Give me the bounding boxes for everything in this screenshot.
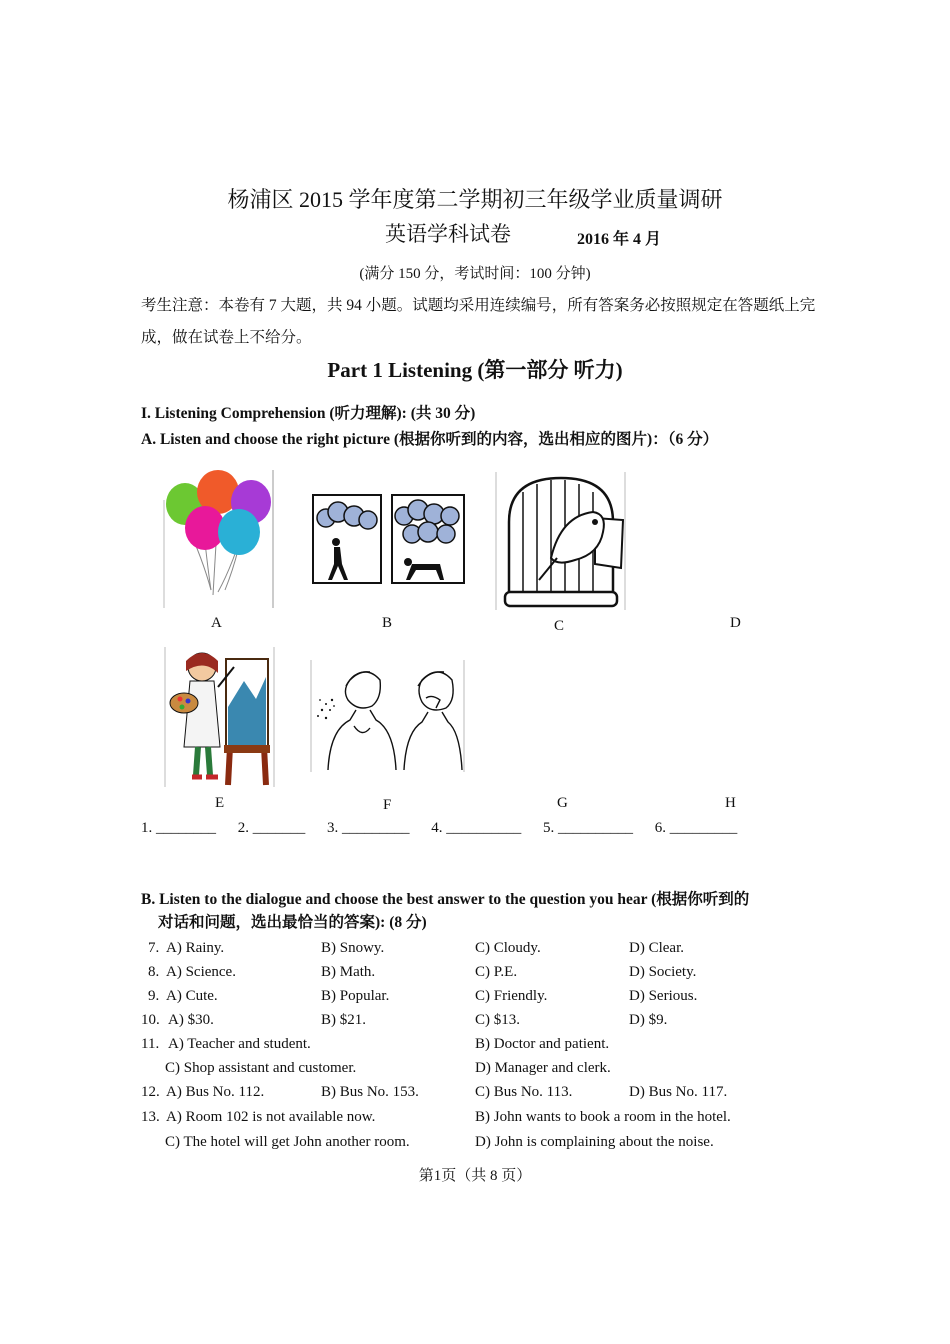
blank-3[interactable]: 3. _________: [327, 820, 410, 836]
score-time: (满分 150 分，考试时间：100 分钟): [359, 266, 591, 282]
q12-option-a: A) Bus No. 112.: [166, 1084, 265, 1100]
q10-option-c: C) $13.: [475, 1012, 520, 1028]
q8-option-c: C) P.E.: [475, 964, 518, 980]
q10-num: 10.: [141, 1012, 160, 1028]
blank-4[interactable]: 4. __________: [431, 820, 522, 836]
section-a-heading: A. Listen and choose the right picture (根据你听到的内容，选出相应的图片)：（6 分）: [141, 431, 719, 448]
blank-5[interactable]: 5. __________: [543, 820, 633, 836]
q9-option-a: A) Cute.: [166, 988, 218, 1004]
q13-option-b: B) John wants to book a room in the hotel.: [475, 1109, 731, 1125]
part-heading: Part 1 Listening (第一部分 听力): [327, 358, 623, 382]
blank-2[interactable]: 2. _______: [237, 820, 306, 836]
picture-letter-f: F: [383, 797, 392, 813]
section-b-line2: 对话和问题，选出最恰当的答案): (8 分): [158, 914, 427, 931]
q12-option-d: D) Bus No. 117.: [629, 1084, 728, 1100]
q11-num: 11.: [141, 1036, 160, 1052]
picture-letter-e: E: [215, 795, 225, 811]
q12-option-c: C) Bus No. 113.: [475, 1084, 573, 1100]
painter-picture: [164, 647, 276, 787]
q13-option-a: A) Room 102 is not available now.: [166, 1109, 376, 1125]
q12-option-b: B) Bus No. 153.: [321, 1084, 419, 1100]
q8-option-d: D) Society.: [629, 964, 697, 980]
picture-letter-h: H: [725, 795, 736, 811]
q8-option-b: B) Math.: [321, 964, 376, 980]
q11-option-a: A) Teacher and student.: [168, 1036, 311, 1052]
windy-weather-picture: [312, 494, 466, 586]
q8-num: 8.: [148, 964, 160, 980]
q13-num: 13.: [141, 1109, 160, 1125]
q13-option-d: D) John is complaining about the noise.: [475, 1134, 714, 1150]
q10-option-b: B) $21.: [321, 1012, 366, 1028]
balloons-picture: [163, 470, 275, 608]
q9-option-d: D) Serious.: [629, 988, 698, 1004]
picture-letter-c: C: [554, 618, 565, 634]
q11-option-b: B) Doctor and patient.: [475, 1036, 610, 1052]
q11-option-d: D) Manager and clerk.: [475, 1060, 611, 1076]
q9-num: 9.: [148, 988, 160, 1004]
q7-option-d: D) Clear.: [629, 940, 684, 956]
exam-title: 杨浦区 2015 学年度第二学期初三年级学业质量调研: [227, 187, 723, 212]
exam-notice: 考生注意：本卷有 7 大题，共 94 小题。试题均采用连续编号，所有答案务必按照规定在答题纸上完成，做在试卷上不给分。: [141, 297, 816, 346]
q11-option-c: C) Shop assistant and customer.: [165, 1060, 357, 1076]
q10-option-a: A) $30.: [168, 1012, 214, 1028]
parrot-cage-picture: [495, 472, 627, 610]
picture-letter-b: B: [382, 615, 393, 631]
sneezing-coughing-picture: [310, 660, 466, 772]
q7-option-b: B) Snowy.: [321, 940, 385, 956]
section-b-heading: [141, 887, 749, 909]
q9-option-b: B) Popular.: [321, 988, 390, 1004]
page-footer: 第1页（共 8 页）: [418, 1168, 532, 1184]
q10-option-d: D) $9.: [629, 1012, 668, 1028]
q7-option-a: A) Rainy.: [166, 940, 225, 956]
answer-blanks: [141, 820, 755, 837]
q7-option-c: C) Cloudy.: [475, 940, 541, 956]
picture-letter-g: G: [557, 795, 568, 811]
blank-6[interactable]: 6. _________: [654, 820, 738, 836]
q8-option-a: A) Science.: [166, 964, 236, 980]
q13-option-c: C) The hotel will get John another room.: [165, 1134, 410, 1150]
exam-subject: 英语学科试卷: [385, 222, 511, 246]
section-b-line1: B. Listen to the dialogue and choose the best answer to the question you hear (根据你听到的: [141, 891, 750, 908]
q7-num: 7.: [148, 940, 160, 956]
picture-letter-a: A: [211, 615, 222, 631]
q12-num: 12.: [141, 1084, 160, 1100]
q9-option-c: C) Friendly.: [475, 988, 548, 1004]
section-heading: I. Listening Comprehension (听力理解): (共 30 分): [141, 405, 476, 422]
exam-date: 2016 年 4 月: [577, 231, 662, 248]
picture-letter-d: D: [730, 615, 741, 631]
blank-1[interactable]: 1. ________: [141, 820, 216, 836]
